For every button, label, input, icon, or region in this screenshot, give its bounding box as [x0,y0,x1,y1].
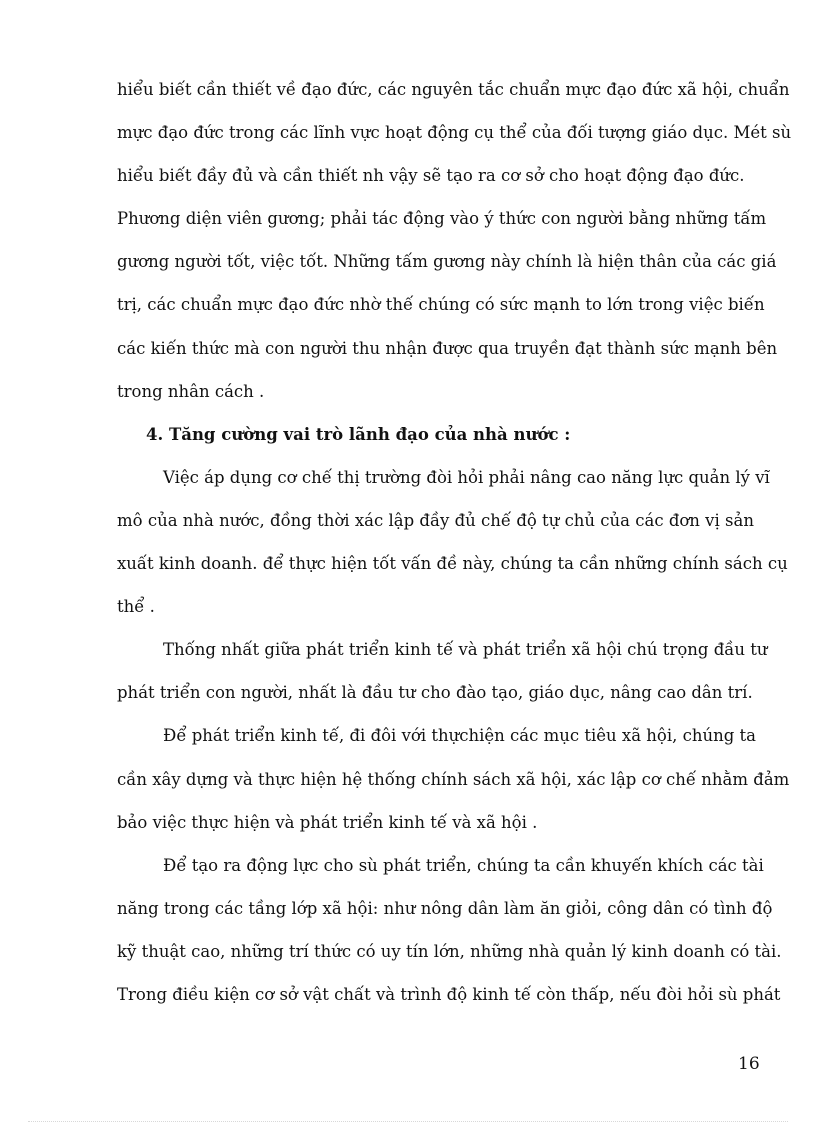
text-line: Thống nhất giữa phát triển kinh tế và phát triển xã hội chú trọng đầu tư [163,640,768,660]
text-line: trị, các chuẩn mực đạo đức nhờ thế chúng có sức mạnh to lớn trong việc biến [117,295,765,315]
text-line: hiểu biết đầy đủ và cần thiết nh vậy sẽ tạo ra cơ sở cho hoạt động đạo đức. [117,166,745,186]
page-number: 16 [738,1054,760,1074]
text-line: bảo việc thực hiện và phát triển kinh tế và xã hội . [117,812,538,832]
text-line: cần xây dựng và thực hiện hệ thống chính sách xã hội, xác lập cơ chế nhằm đảm [117,769,790,789]
text-line: mô của nhà nước, đồng thời xác lập đầy đủ chế độ tự chủ của các đơn vị sản [117,510,754,530]
text-line: Việc áp dụng cơ chế thị trường đòi hỏi phải nâng cao năng lực quản lý vĩ [163,467,770,487]
text-line: các kiến thức mà con người thu nhận được qua truyền đạt thành sức mạnh bên [117,338,778,358]
text-line: gương người tốt, việc tốt. Những tấm gương này chính là hiện thân của các giá [117,252,777,272]
text-line: Để phát triển kinh tế, đi đôi với thựchiện các mục tiêu xã hội, chúng ta [163,726,757,746]
text-line: hiểu biết cần thiết về đạo đức, các nguyên tắc chuẩn mực đạo đức xã hội, chuẩn [117,80,790,99]
text-line: phát triển con người, nhất là đầu tư cho đào tạo, giáo dục, nâng cao dân trí. [117,683,753,703]
body-text [117,68,792,1016]
text-line: mực đạo đức trong các lĩnh vực hoạt động cụ thể của đối tượng giáo dục. Mét sù [117,123,792,143]
page-bottom-divider [28,1121,788,1122]
text-line: xuất kinh doanh. để thực hiện tốt vấn đề này, chúng ta cần những chính sách cụ [117,554,788,574]
text-line: kỹ thuật cao, những trí thức có uy tín lớn, những nhà quản lý kinh doanh có tài. [117,941,782,961]
section-heading: 4. Tăng cường vai trò lãnh đạo của nhà nước : [146,424,571,444]
text-line: trong nhân cách . [117,381,265,401]
text-line: thể . [117,597,155,617]
text-line: năng trong các tầng lớp xã hội: như nông dân làm ăn giỏi, công dân có tình độ [117,898,773,918]
text-line: Để tạo ra động lực cho sù phát triển, chúng ta cần khuyến khích các tài [163,855,764,875]
text-line: Trong điều kiện cơ sở vật chất và trình độ kinh tế còn thấp, nếu đòi hỏi sù phát [117,984,781,1004]
text-line: Phương diện viên gương; phải tác động vào ý thức con người bằng những tấm [117,209,767,229]
